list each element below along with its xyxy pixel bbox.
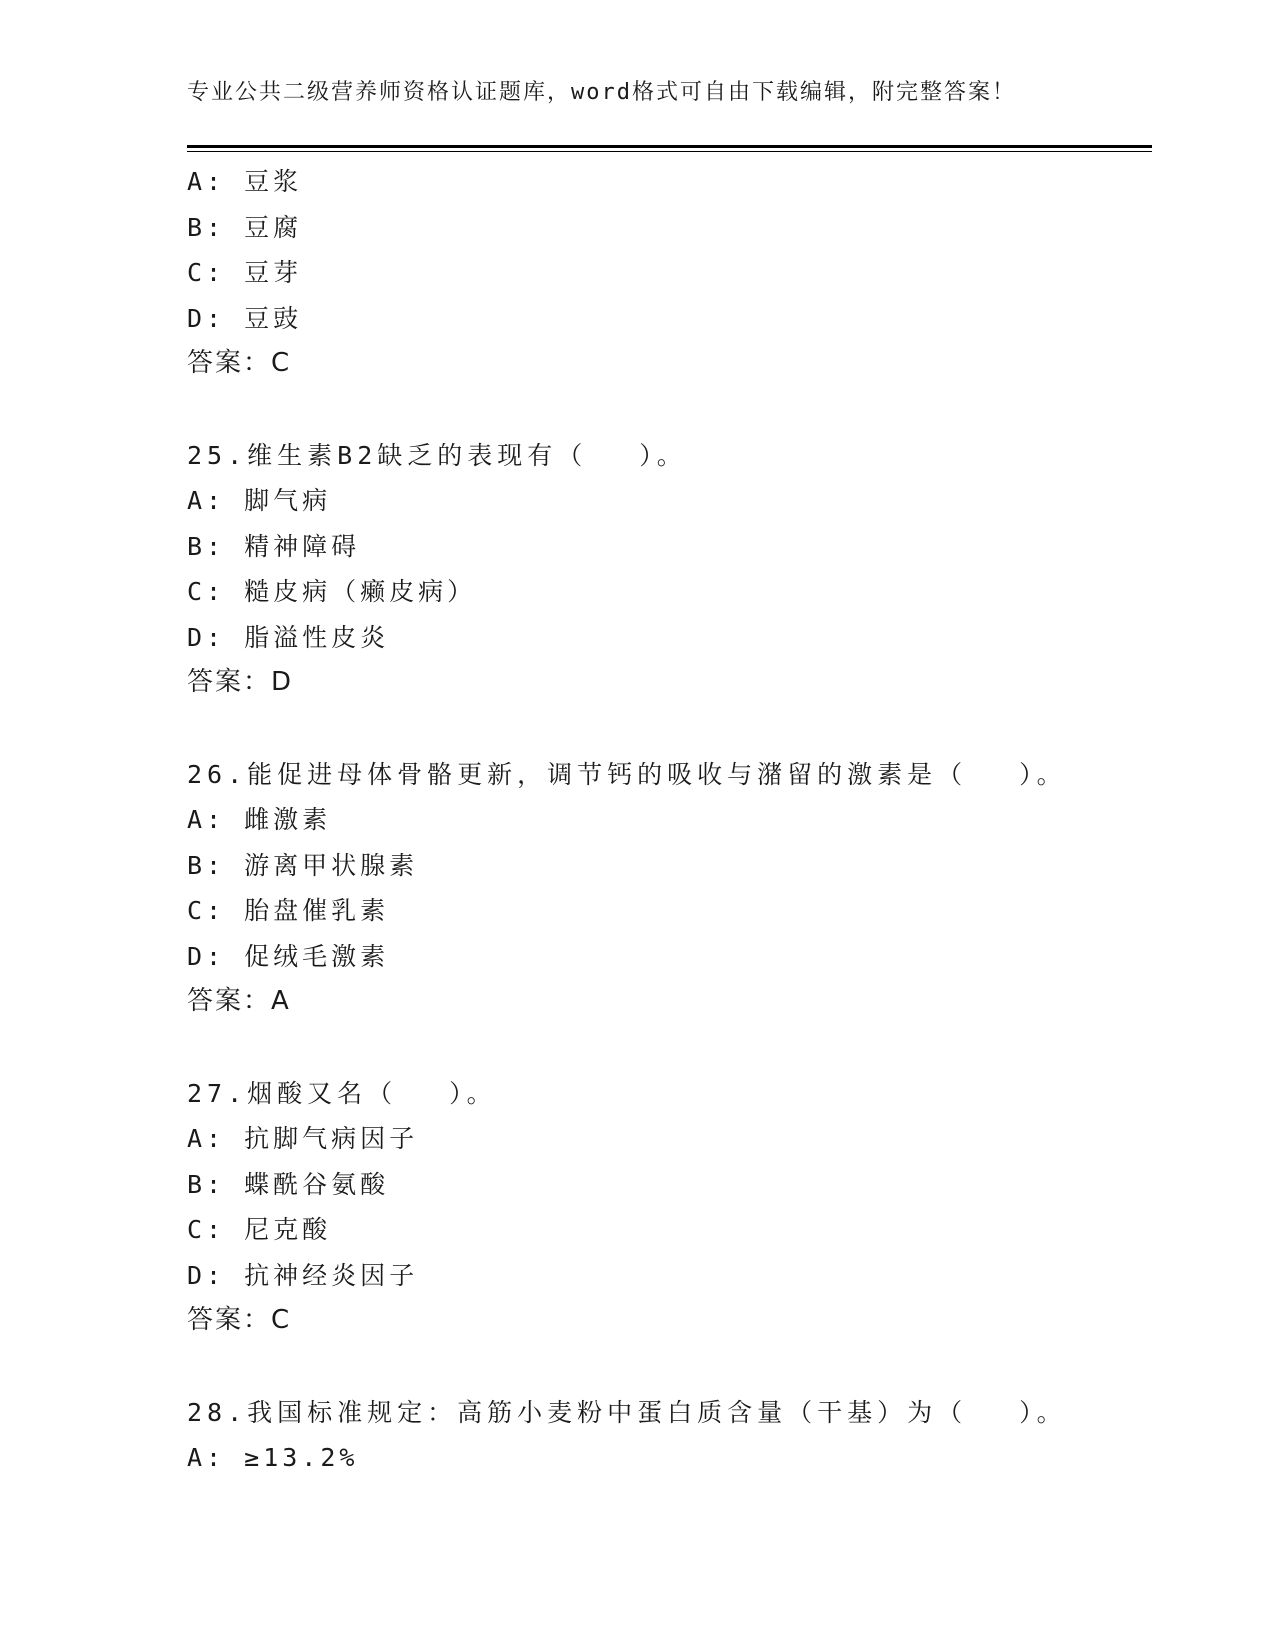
option-a: A: 抗脚气病因子 — [187, 1124, 419, 1153]
question-stem — [187, 752, 1187, 798]
option-b: B: 豆腐 — [187, 212, 303, 242]
answer-line: 答案：C — [187, 348, 292, 378]
answer-line: 答案：A — [187, 986, 291, 1016]
option-d: D: 促绒毛激素 — [187, 941, 390, 971]
question-stem — [187, 1071, 1187, 1117]
answer-line: 答案：C — [187, 1305, 292, 1335]
option-d: D: 抗神经炎因子 — [187, 1260, 419, 1290]
stem-end: ）。 — [639, 440, 687, 470]
header-rule-thin — [187, 151, 1152, 152]
question-block-25 — [187, 433, 1187, 706]
option-c: C: 尼克酸 — [187, 1215, 332, 1244]
spacer — [187, 387, 1187, 433]
option-d: D: 豆豉 — [187, 303, 303, 333]
spacer — [187, 1025, 1187, 1071]
option-c: C: 糙皮病（癞皮病） — [187, 577, 477, 606]
option-a: A: 豆浆 — [187, 167, 303, 196]
option-c: C: 豆芽 — [187, 258, 303, 287]
spacer — [187, 706, 1187, 752]
question-block-27 — [187, 1071, 1187, 1344]
question-list — [187, 159, 1187, 1481]
question-stem — [187, 1390, 1187, 1436]
stem-text: 28.我国标准规定：高筋小麦粉中蛋白质含量（干基）为（ — [187, 1397, 968, 1427]
page-header: 专业公共二级营养师资格认证题库，word格式可自由下载编辑，附完整答案！ — [187, 80, 1016, 105]
option-c: C: 胎盘催乳素 — [187, 896, 390, 925]
question-block-28 — [187, 1390, 1187, 1481]
question-stem — [187, 433, 1187, 479]
stem-text: 26.能促进母体骨骼更新，调节钙的吸收与潴留的激素是（ — [187, 759, 968, 789]
question-block-prev — [187, 159, 1187, 387]
stem-end: ）。 — [1019, 759, 1067, 789]
option-a: A: ≥13.2% — [187, 1443, 359, 1472]
spacer — [187, 1344, 1187, 1390]
stem-end: ）。 — [449, 1078, 497, 1108]
stem-end: ）。 — [1019, 1397, 1067, 1427]
option-d: D: 脂溢性皮炎 — [187, 622, 390, 652]
stem-text: 25.维生素B2缺乏的表现有（ — [187, 440, 588, 470]
option-b: B: 蝶酰谷氨酸 — [187, 1169, 390, 1199]
option-b: B: 精神障碍 — [187, 531, 361, 561]
stem-text: 27.烟酸又名（ — [187, 1078, 398, 1108]
option-b: B: 游离甲状腺素 — [187, 850, 419, 880]
option-a: A: 脚气病 — [187, 486, 332, 515]
question-block-26 — [187, 752, 1187, 1025]
option-a: A: 雌激素 — [187, 805, 332, 834]
answer-line: 答案：D — [187, 667, 294, 697]
header-rule-thick — [187, 145, 1152, 148]
